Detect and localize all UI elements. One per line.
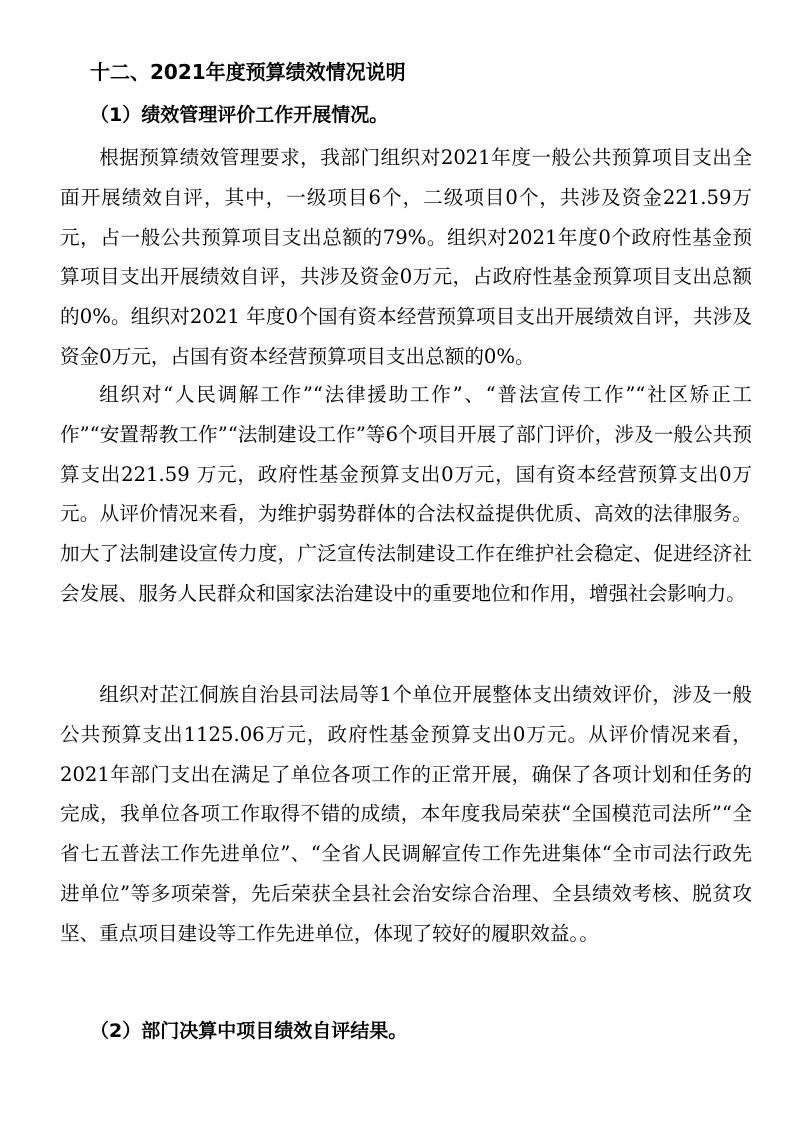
- section-heading: 十二、2021年度预算绩效情况说明: [90, 60, 406, 84]
- paragraph-department-evaluation: 组织对“人民调解工作”“法律援助工作”、“普法宣传工作”“社区矫正工作”“安置帮教工作”“法制建设工作”等6个项目开展了部门评价，涉及一般公共预算支出221.59 万元，政府性基金预算支出0万元，国有资本经营预算支出0万元。从评价情况来看，为维护弱势群体的合法权益提供优质、高效的法律服务。加大了法制建设宣传力度，广泛宣传法制建设工作在维护社会稳定、促进经济社会发展、服务人民群众和国家法治建设中的重要地位和作用，增强社会影响力。: [60, 383, 752, 605]
- subsection-heading-2: （2）部门决算中项目绩效自评结果。: [90, 1020, 408, 1042]
- paragraph-overall-evaluation: 组织对芷江侗族自治县司法局等1个单位开展整体支出绩效评价，涉及一般公共预算支出1125.06万元，政府性基金预算支出0万元。从评价情况来看，2021年部门支出在满足了单位各项工作的正常开展，确保了各项计划和任务的完成，我单位各项工作取得不错的成绩，本年度我局荣获“全国模范司法所”“全省七五普法工作先进单位”、“全省人民调解宣传工作先进集体“全市司法行政先进单位”等多项荣誉，先后荣获全县社会治安综合治理、全县绩效考核、脱贫攻坚、重点项目建设等工作先进单位，体现了较好的履职效益。。: [60, 683, 752, 945]
- subsection-heading-1: （1）绩效管理评价工作开展情况。: [90, 104, 389, 126]
- paragraph-self-evaluation: 根据预算绩效管理要求，我部门组织对2021年度一般公共预算项目支出全面开展绩效自评，其中，一级项目6个，二级项目0个，共涉及资金221.59万元，占一般公共预算项目支出总额的79%。组织对2021年度0个政府性基金预算项目支出开展绩效自评，共涉及资金0万元，占政府性基金预算项目支出总额的0%。组织对2021 年度0个国有资本经营预算项目支出开展绩效自评，共涉及资金0万元，占国有资本经营预算项目支出总额的0%。: [60, 146, 752, 368]
